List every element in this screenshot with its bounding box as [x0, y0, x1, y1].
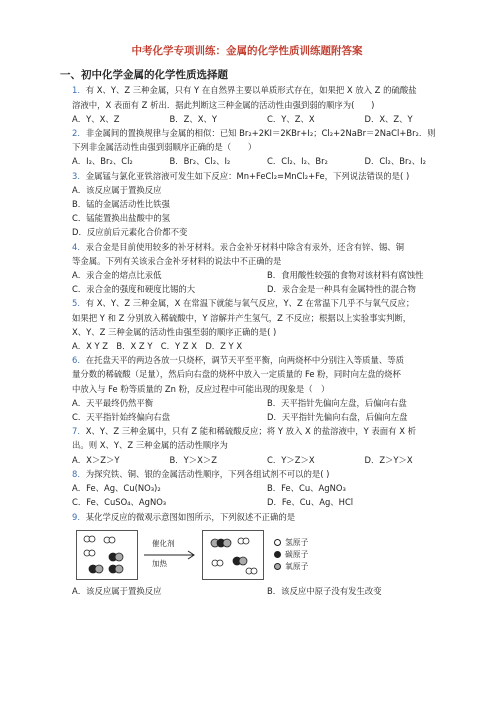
answer-option: B．该反应中原子没有发生改变 — [267, 585, 382, 596]
question-number: 5． — [72, 298, 86, 309]
question-text-line: 中放入与 Fe 粉等质量的 Zn 粉，反应过程中可能出现的现象是（ ） — [72, 383, 330, 394]
answer-option: A．该反应属于置换反应 — [72, 184, 162, 195]
answer-option: A．I₂、Br₂、Cl₂ — [72, 156, 133, 167]
question-text-line: 出。则 X、Y、Z 三种金属的活动性顺序为 — [72, 440, 228, 451]
answer-options — [72, 396, 462, 424]
answer-option: D．反应前后元素化合价都不变 — [72, 227, 188, 238]
answer-option: A．X＞Z＞Y — [72, 454, 120, 465]
legend-carbon: 碳原子 — [274, 549, 308, 561]
answer-option: A．该反应属于置换反应 — [72, 585, 162, 596]
answer-option: D．Z＞Y＞X — [364, 454, 413, 465]
answer-option: B．Br₂、Cl₂、I₂ — [169, 156, 231, 167]
reaction-diagram — [76, 528, 462, 582]
carbon-atom-icon — [274, 551, 281, 558]
answer-options — [72, 183, 462, 240]
question-1 — [72, 83, 462, 126]
answer-option: C．Fe、CuSO₄、AgNO₃ — [72, 497, 167, 508]
question-8 — [72, 467, 462, 510]
question-text-line: 量分数的稀硫酸（足量），然后向右盘的烧杯中放入一定质量的 Fe 粉，同时向左盘的烧杯 — [72, 369, 401, 380]
question-number: 3． — [72, 170, 86, 181]
question-text-line: X、Y、Z 三种金属的活动性由强至弱的顺序正确的是( ) — [72, 326, 277, 337]
answer-option: C．天平指针始终偏向右盘 — [72, 412, 170, 423]
answer-option: D．天平指针先偏向右盘，后偏向左盘 — [267, 412, 408, 423]
question-number: 8． — [72, 468, 86, 479]
answer-option: D．X、Z、Y — [364, 113, 413, 124]
question-text-line: 6．在托盘天平的两边各放一只烧杯，调节天平至平衡，向两烧杯中分别注入等质量、等质 — [72, 355, 404, 366]
answer-options — [72, 453, 462, 467]
question-text-line: 等金属。下列有关该汞合金补牙材料的说法中不正确的是 — [72, 255, 282, 266]
arrow-icon — [138, 531, 202, 579]
reaction-arrow — [138, 531, 202, 579]
answer-options — [72, 268, 462, 296]
answer-option: B．Z、X、Y — [169, 113, 217, 124]
answer-option: A．Fe、Ag、Cu(NO₃)₂ — [72, 483, 161, 494]
section-heading: 一、初中化学金属的化学性质选择题 — [60, 69, 228, 82]
question-2 — [72, 126, 462, 169]
answer-options — [72, 154, 462, 168]
hydrogen-atom-icon — [274, 539, 281, 546]
question-list — [72, 83, 462, 523]
question-text-line: 2．非金属间的置换规律与金属的相似：已知 Br₂+2KI＝2KBr+I₂；Cl₂+2NaBr＝2NaCl+Br₂．则 — [72, 128, 436, 139]
question-5 — [72, 296, 462, 353]
answer-option: D．Cl₂、Br₂、I₂ — [364, 156, 426, 167]
question-text-line: 9．某化学反应的微观示意图如图所示，下列叙述不正确的是 — [72, 511, 296, 522]
answer-option: B．Y＞X＞Z — [169, 454, 217, 465]
question-text-line: 3．金属锰与氯化亚铁溶液可发生如下反应：Mn+FeCl₂=MnCl₂+Fe，下列说法错误的是( ) — [72, 170, 410, 181]
answer-option: A．天平最终仍然平衡 — [72, 397, 154, 408]
question-number: 9． — [72, 511, 86, 522]
answer-option: C．汞合金的强度和硬度比锡的大 — [72, 284, 196, 295]
question-9-options — [72, 584, 462, 598]
product-box — [202, 530, 264, 580]
answer-option: B．食用酸性较强的食物对该材料有腐蚀性 — [267, 270, 424, 281]
question-number: 4． — [72, 241, 86, 252]
question-number: 7． — [72, 426, 86, 437]
question-text-line: 4．汞合金是目前使用较多的补牙材料。汞合金补牙材料中除含有汞外，还含有锌、锡、铜 — [72, 241, 404, 252]
question-number: 1． — [72, 85, 86, 96]
answer-options — [72, 112, 462, 126]
question-text-line: 1．有 X、Y、Z 三种金属，只有 Y 在自然界主要以单质形式存在，如果把 X 放入 Z 的硫酸盐 — [72, 85, 417, 96]
question-6 — [72, 353, 462, 424]
question-text-line: 溶液中，X 表面有 Z 析出．据此判断这三种金属的活动性由强到弱的顺序为( ) — [72, 99, 375, 110]
answer-option: A．汞合金的熔点比汞低 — [72, 270, 162, 281]
answer-option: B．锰的金属活动性比铁强 — [72, 199, 170, 210]
question-3 — [72, 169, 462, 240]
question-text-line: 5．有 X、Y、Z 三种金属，X 在常温下就能与氧气反应，Y、Z 在常温下几乎不与氧气反应； — [72, 298, 415, 309]
answer-options — [72, 481, 462, 509]
answer-option: C．Cl₂、I₂、Br₂ — [267, 156, 328, 167]
answer-option: A．Y、X、Z — [72, 113, 120, 124]
question-number: 6． — [72, 355, 86, 366]
answer-option: D．汞合金是一种具有金属特性的混合物 — [267, 284, 416, 295]
question-text-line: 7．X、Y、Z 三种金属中，只有 Z 能和稀硫酸反应；将 Y 放入 X 的盐溶液中，Y 表面有 X 析 — [72, 426, 416, 437]
diagram-legend — [274, 537, 308, 573]
product-molecules-icon — [203, 531, 263, 579]
answer-option: B．天平指针先偏向左盘，后偏向右盘 — [267, 397, 407, 408]
answer-option: C．Y、Z、X — [267, 113, 315, 124]
arrow-label-bottom: 加热 — [152, 558, 167, 568]
document-title: 中考化学专项训练：金属的化学性质训练题附答案 — [131, 45, 363, 57]
arrow-label-top: 催化剂 — [152, 538, 175, 548]
question-4 — [72, 240, 462, 297]
answer-option: C．锰能置换出盐酸中的氢 — [72, 213, 170, 224]
question-text-line: 如果把 Y 和 Z 分别放入稀硫酸中，Y 溶解并产生氢气，Z 不反应；根据以上实验事实判断， — [72, 312, 412, 323]
reactant-molecules-icon — [77, 531, 137, 579]
legend-hydrogen: 氢原子 — [274, 537, 308, 549]
answer-options — [72, 339, 462, 353]
reactant-box — [76, 530, 138, 580]
legend-oxygen: 氧原子 — [274, 561, 308, 573]
question-text-line: 下列非金属活动性由强到弱顺序正确的是（ ） — [72, 142, 257, 153]
answer-option: B．Fe、Cu、AgNO₃ — [267, 483, 346, 494]
answer-option: C．Y＞Z＞X — [267, 454, 315, 465]
question-number: 2． — [72, 128, 86, 139]
question-9 — [72, 510, 462, 524]
question-7 — [72, 424, 462, 467]
answer-option: D．Fe、Cu、Ag、HCl — [267, 497, 354, 508]
question-text-line: 8．为探究铁、铜、银的金属活动性顺序，下列各组试剂不可以的是( ) — [72, 468, 330, 479]
answer-option: A．X Y Z B．X Z Y C．Y Z X D．Z Y X — [72, 341, 243, 352]
oxygen-atom-icon — [274, 563, 281, 570]
